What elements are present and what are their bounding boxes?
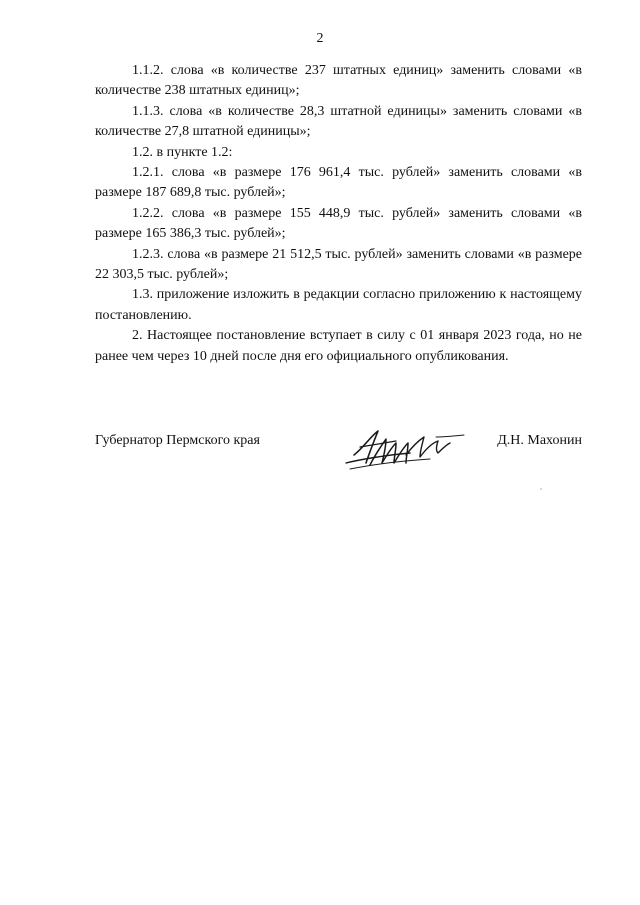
- page-number: 2: [316, 31, 324, 46]
- scan-speck: [540, 488, 542, 490]
- handwritten-signature: [340, 425, 465, 471]
- paragraph-1-2-2: 1.2.2. слова «в размере 155 448,9 тыс. рублей» заменить словами «в размере 165 386,3 тыс. рублей»;: [95, 205, 582, 242]
- paragraph-1-1-3: 1.1.3. слова «в количестве 28,3 штатной единицы» заменить словами «в количестве 27,8 штатной единицы»;: [95, 103, 582, 140]
- document-body: [95, 61, 582, 367]
- signature-block: [95, 425, 582, 475]
- paragraph-1-2: 1.2. в пункте 1.2:: [132, 144, 233, 160]
- signer-title: Губернатор Пермского края: [95, 433, 260, 448]
- paragraph-1-1-2: 1.1.2. слова «в количестве 237 штатных единиц» заменить словами «в количестве 238 штатных единиц»;: [95, 63, 582, 99]
- paragraph-1-2-3: 1.2.3. слова «в размере 21 512,5 тыс. рублей» заменить словами «в размере 22 303,5 тыс. рублей»;: [95, 246, 582, 283]
- paragraph-1-3: 1.3. приложение изложить в редакции согласно приложению к настоящему постановлению.: [95, 287, 582, 323]
- signer-name: Д.Н. Махонин: [497, 433, 582, 448]
- paragraph-1-2-1: 1.2.1. слова «в размере 176 961,4 тыс. рублей» заменить словами «в размере 187 689,8 тыс. рублей»;: [95, 165, 582, 201]
- paragraph-2: 2. Настоящее постановление вступает в силу с 01 января 2023 года, но не ранее чем через 10 дней после дня его официального опубликования.: [95, 328, 582, 364]
